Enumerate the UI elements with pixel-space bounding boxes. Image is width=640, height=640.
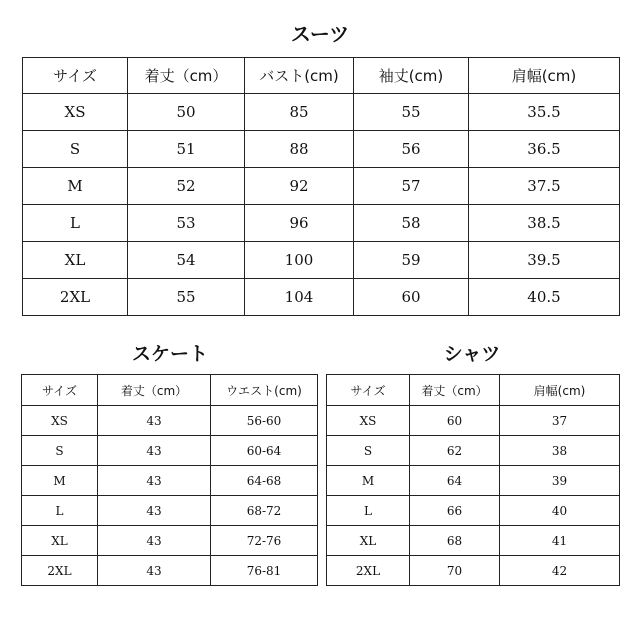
- table-cell: 76-81: [211, 556, 318, 586]
- table-row: [22, 556, 318, 586]
- table-cell: 92: [245, 168, 354, 205]
- table-cell: 43: [98, 436, 211, 466]
- table-cell: XS: [23, 94, 128, 131]
- table-row: [22, 466, 318, 496]
- table-cell: 56-60: [211, 406, 318, 436]
- table-cell: 38: [500, 436, 620, 466]
- table-header-row: [22, 375, 318, 406]
- table-cell: 42: [500, 556, 620, 586]
- header-cell: サイズ: [22, 375, 98, 406]
- table-row: [327, 436, 620, 466]
- header-cell: 肩幅(cm): [469, 58, 620, 94]
- table-cell: 39: [500, 466, 620, 496]
- table-cell: 64: [410, 466, 500, 496]
- table-cell: M: [327, 466, 410, 496]
- table-row: [327, 406, 620, 436]
- table-cell: S: [327, 436, 410, 466]
- table-row: [327, 526, 620, 556]
- table-row: [23, 279, 620, 316]
- table-cell: 43: [98, 496, 211, 526]
- table-cell: 2XL: [327, 556, 410, 586]
- table-cell: XL: [22, 526, 98, 556]
- header-cell: 袖丈(cm): [354, 58, 469, 94]
- table-cell: 41: [500, 526, 620, 556]
- shirt-title: シャツ: [443, 343, 501, 365]
- header-cell: バスト(cm): [245, 58, 354, 94]
- table-cell: 96: [245, 205, 354, 242]
- table-cell: 64-68: [211, 466, 318, 496]
- table-row: [23, 242, 620, 279]
- table-cell: 88: [245, 131, 354, 168]
- table-cell: 40: [500, 496, 620, 526]
- table-cell: 40.5: [469, 279, 620, 316]
- table-cell: 60: [354, 279, 469, 316]
- table-row: [23, 94, 620, 131]
- table-cell: 50: [128, 94, 245, 131]
- table-cell: 62: [410, 436, 500, 466]
- table-cell: 36.5: [469, 131, 620, 168]
- table-cell: 2XL: [23, 279, 128, 316]
- header-cell: ウエスト(cm): [211, 375, 318, 406]
- table-cell: L: [327, 496, 410, 526]
- table-cell: 43: [98, 466, 211, 496]
- table-cell: 100: [245, 242, 354, 279]
- table-cell: XS: [22, 406, 98, 436]
- table-cell: 39.5: [469, 242, 620, 279]
- table-cell: 56: [354, 131, 469, 168]
- table-cell: 59: [354, 242, 469, 279]
- table-cell: M: [22, 466, 98, 496]
- table-cell: XL: [327, 526, 410, 556]
- table-cell: 66: [410, 496, 500, 526]
- table-cell: 53: [128, 205, 245, 242]
- table-row: [22, 406, 318, 436]
- table-cell: 37: [500, 406, 620, 436]
- table-row: [22, 526, 318, 556]
- table-cell: 43: [98, 406, 211, 436]
- table-row: [23, 131, 620, 168]
- table-cell: 60: [410, 406, 500, 436]
- table-cell: S: [23, 131, 128, 168]
- table-row: [327, 496, 620, 526]
- table-cell: S: [22, 436, 98, 466]
- skirt-size-table: [21, 374, 318, 586]
- table-cell: XL: [23, 242, 128, 279]
- table-cell: 54: [128, 242, 245, 279]
- table-cell: 104: [245, 279, 354, 316]
- header-cell: 着丈（cm）: [128, 58, 245, 94]
- table-row: [327, 466, 620, 496]
- table-cell: 60-64: [211, 436, 318, 466]
- table-cell: 72-76: [211, 526, 318, 556]
- table-cell: 43: [98, 556, 211, 586]
- table-cell: 52: [128, 168, 245, 205]
- header-cell: サイズ: [23, 58, 128, 94]
- header-cell: 肩幅(cm): [500, 375, 620, 406]
- table-cell: 43: [98, 526, 211, 556]
- table-cell: 57: [354, 168, 469, 205]
- table-cell: 51: [128, 131, 245, 168]
- table-row: [22, 496, 318, 526]
- table-cell: M: [23, 168, 128, 205]
- table-cell: 85: [245, 94, 354, 131]
- table-cell: 70: [410, 556, 500, 586]
- shirt-size-table: [326, 374, 620, 586]
- table-cell: 55: [128, 279, 245, 316]
- table-cell: 2XL: [22, 556, 98, 586]
- table-cell: 68-72: [211, 496, 318, 526]
- table-row: [22, 436, 318, 466]
- header-cell: サイズ: [327, 375, 410, 406]
- table-cell: 58: [354, 205, 469, 242]
- table-row: [327, 556, 620, 586]
- table-cell: 37.5: [469, 168, 620, 205]
- table-row: [23, 205, 620, 242]
- table-cell: XS: [327, 406, 410, 436]
- table-cell: 35.5: [469, 94, 620, 131]
- table-cell: L: [23, 205, 128, 242]
- header-cell: 着丈（cm）: [98, 375, 211, 406]
- table-cell: 68: [410, 526, 500, 556]
- table-cell: L: [22, 496, 98, 526]
- header-cell: 着丈（cm）: [410, 375, 500, 406]
- table-header-row: [327, 375, 620, 406]
- suit-title: スーツ: [290, 22, 350, 46]
- suit-size-table: [22, 57, 620, 316]
- table-cell: 38.5: [469, 205, 620, 242]
- table-row: [23, 168, 620, 205]
- skirt-title: スケート: [131, 343, 208, 365]
- table-cell: 55: [354, 94, 469, 131]
- table-header-row: [23, 58, 620, 94]
